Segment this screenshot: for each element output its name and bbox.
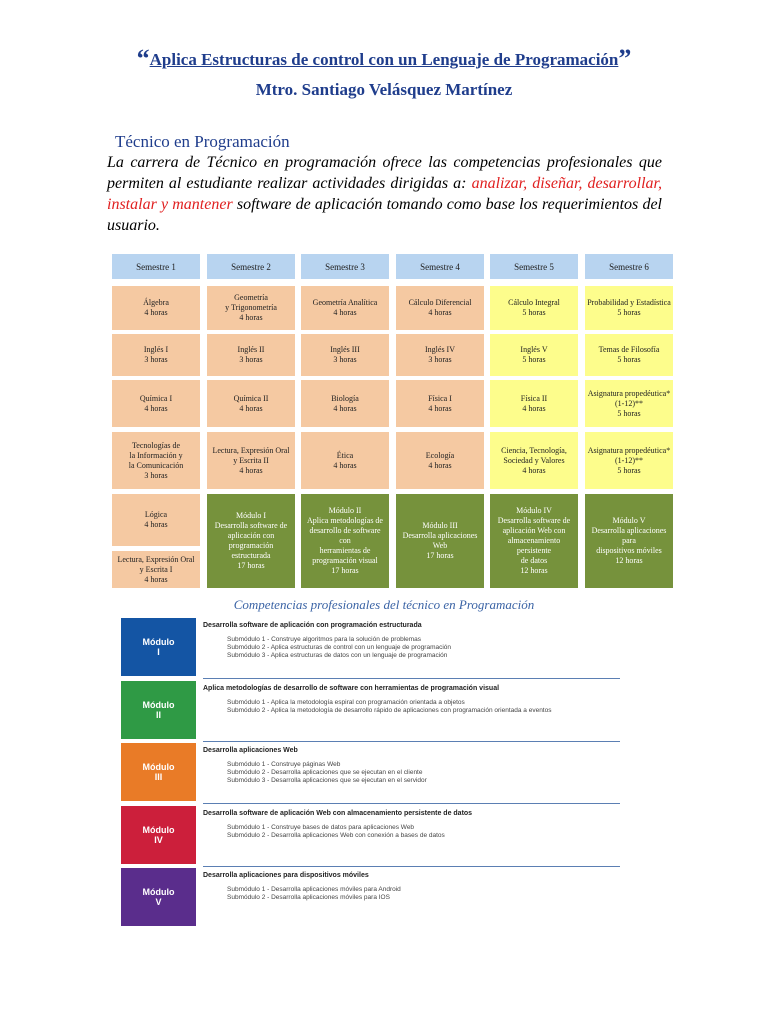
- cell-line: Inglés II: [237, 345, 265, 354]
- module-label: Módulo: [142, 825, 175, 835]
- module-number: IV: [154, 835, 163, 845]
- cell-line: 3 horas: [428, 355, 452, 364]
- module-description: [203, 618, 620, 660]
- cell-line: Desarrolla software de: [214, 521, 288, 530]
- cell-line: 4 horas: [333, 460, 357, 470]
- module-label: Módulo: [142, 700, 175, 710]
- cell-line: Aplica metodologías de: [307, 516, 383, 525]
- cell-line: 17 horas: [237, 561, 265, 570]
- cell-line: 3 horas: [239, 355, 263, 364]
- cell-line: Tecnologías de: [131, 440, 181, 450]
- cell-line: Cálculo Diferencial: [408, 298, 472, 307]
- cell-line: 5 horas: [617, 355, 641, 364]
- cell-line: Temas de Filosofía: [598, 345, 660, 354]
- course-cell: [490, 380, 578, 427]
- cell-line: 5 horas: [617, 308, 641, 317]
- course-cell: [112, 380, 200, 427]
- cell-line: Desarrolla aplicaciones para: [591, 526, 667, 545]
- cell-line: 4 horas: [333, 308, 357, 317]
- course-cell: [490, 432, 578, 489]
- course-cell: [585, 286, 673, 330]
- cell-line: Desarrolla software de: [497, 516, 571, 525]
- course-cell: [112, 334, 200, 376]
- module-heading: Desarrolla software de aplicación Web con almacenamiento persistente de datos: [203, 810, 473, 817]
- cell-line: Lectura, Expresión Oral: [117, 554, 195, 564]
- document-title: [0, 44, 768, 74]
- module-label: Módulo: [142, 887, 175, 897]
- course-cell: [207, 334, 295, 376]
- cell-line: 12 horas: [520, 566, 548, 575]
- cell-line: Ciencia, Tecnología,: [501, 445, 567, 455]
- cell-line: Ética: [336, 450, 354, 460]
- cell-line: Web: [432, 541, 448, 550]
- submodule-item: Submódulo 1 - Construye bases de datos para aplicaciones Web: [227, 824, 415, 831]
- module-description: [203, 743, 620, 785]
- cell-line: 17 horas: [331, 566, 359, 575]
- module-divider: [203, 678, 620, 679]
- para-part-2: software de aplicación tomando como base los requerimientos del usuario.: [107, 196, 662, 234]
- module-badge: [121, 743, 196, 801]
- course-cell: [207, 380, 295, 427]
- cell-line: 4 horas: [333, 403, 357, 413]
- cell-line: Inglés I: [143, 345, 169, 354]
- cell-line: de datos: [520, 556, 548, 565]
- cell-line: 4 horas: [522, 403, 546, 413]
- author: Mtro. Santiago Velásquez Martínez: [255, 80, 513, 99]
- cell-line: herramientas de: [319, 546, 371, 555]
- cell-line: 4 horas: [144, 574, 168, 584]
- cell-line: 4 horas: [522, 465, 546, 475]
- semester-header: Semestre 3: [301, 254, 389, 279]
- course-cell: [301, 432, 389, 489]
- course-cell: [490, 334, 578, 376]
- module-cell: [585, 494, 673, 588]
- cell-line: Física I: [428, 393, 452, 403]
- title-text: Aplica Estructuras de control con un Lenguaje de Programación: [149, 50, 619, 69]
- submodule-item: Submódulo 3 - Aplica estructuras de datos con un lenguaje de programación: [227, 652, 448, 659]
- cell-line: y Trigonometría: [225, 303, 277, 312]
- cell-line: 4 horas: [239, 465, 263, 475]
- course-cell: [207, 432, 295, 489]
- section-subtitle: Técnico en Programación: [115, 132, 290, 151]
- cell-line: Probabilidad y Estadística: [587, 298, 671, 307]
- module-cell: [301, 494, 389, 588]
- module-cell: [207, 494, 295, 588]
- cell-line: aplicación con: [227, 531, 275, 540]
- module-divider: [203, 866, 620, 867]
- cell-line: 17 horas: [426, 551, 454, 560]
- cell-line: Geometría: [234, 293, 268, 302]
- cell-line: Cálculo Integral: [508, 298, 560, 307]
- module-number: I: [157, 647, 160, 657]
- close-quote: ”: [618, 44, 632, 73]
- cell-line: Módulo V: [612, 516, 646, 525]
- cell-line: Módulo III: [422, 521, 458, 530]
- module-cell: [490, 494, 578, 588]
- cell-line: y Escrita I: [139, 564, 173, 574]
- cell-line: 4 horas: [144, 520, 168, 529]
- module-badge: [121, 868, 196, 926]
- course-cell: [490, 286, 578, 330]
- cell-line: Biología: [331, 393, 359, 403]
- course-cell: [207, 286, 295, 330]
- submodule-item: Submódulo 2 - Aplica estructuras de control con un lenguaje de programación: [227, 644, 452, 651]
- cell-line: almacenamiento persistente: [507, 536, 561, 555]
- semester-header: Semestre 2: [207, 254, 295, 279]
- course-cell: [112, 494, 200, 546]
- course-cell: [112, 551, 200, 588]
- course-cell: [301, 380, 389, 427]
- module-description: [203, 681, 620, 715]
- cell-line: Geometría Analítica: [312, 298, 378, 307]
- cell-line: 3 horas: [144, 470, 168, 480]
- cell-line: Física II: [520, 393, 548, 403]
- module-heading: Aplica metodologías de desarrollo de software con herramientas de programación visual: [203, 685, 500, 692]
- cell-line: Química II: [233, 393, 269, 403]
- cell-line: la Comunicación: [128, 460, 184, 470]
- semester-header: Semestre 1: [112, 254, 200, 279]
- cell-line: y Escrita II: [233, 455, 269, 465]
- semester-header: Semestre 5: [490, 254, 578, 279]
- cell-line: la Información y: [129, 450, 183, 460]
- module-badge: [121, 681, 196, 739]
- cell-line: 5 horas: [522, 355, 546, 364]
- cell-line: Lógica: [144, 510, 168, 519]
- cell-line: programación visual: [312, 556, 378, 565]
- cell-line: 5 horas: [617, 408, 641, 418]
- course-cell: [396, 334, 484, 376]
- course-cell: [396, 286, 484, 330]
- cell-line: 4 horas: [239, 313, 263, 322]
- cell-line: 4 horas: [428, 308, 452, 317]
- cell-line: Lectura, Expresión Oral: [212, 445, 290, 455]
- module-description: [203, 806, 620, 840]
- module-divider: [203, 741, 620, 742]
- cell-line: 4 horas: [144, 403, 168, 413]
- module-description: [203, 868, 620, 902]
- submodule-item: Submódulo 1 - Construye páginas Web: [227, 761, 341, 768]
- cell-line: 4 horas: [239, 403, 263, 413]
- submodule-item: Submódulo 1 - Aplica la metodología espiral con programación orientada a objetos: [227, 699, 465, 706]
- submodule-item: Submódulo 1 - Construye algoritmos para la solución de problemas: [227, 636, 422, 643]
- submodule-item: Submódulo 3 - Desarrolla aplicaciones que se ejecutan en el servidor: [227, 777, 427, 784]
- cell-line: desarrollo de software con: [309, 526, 381, 545]
- para-highlight: analizar, diseñar, desarrollar, instalar y mantener: [107, 175, 663, 213]
- para-part-1: La carrera de Técnico en programación ofrece las competencias profesionales que permiten al estudiante realizar actividades dirigidas a:: [107, 154, 662, 192]
- cell-line: 4 horas: [428, 403, 452, 413]
- submodule-item: Submódulo 2 - Desarrolla aplicaciones móviles para IOS: [227, 894, 390, 901]
- cell-line: Módulo II: [328, 506, 362, 515]
- cell-line: Ecología: [425, 450, 455, 460]
- cell-line: 3 horas: [144, 355, 168, 364]
- module-badge: [121, 806, 196, 864]
- cell-line: Asignatura propedéutica*: [587, 388, 671, 398]
- submodule-item: Submódulo 1 - Desarrolla aplicaciones móviles para Android: [227, 886, 401, 893]
- cell-line: aplicación Web con: [502, 526, 566, 535]
- course-cell: [301, 286, 389, 330]
- cell-line: Inglés V: [520, 345, 548, 354]
- course-cell: [301, 334, 389, 376]
- cell-line: Sociedad y Valores: [503, 455, 565, 465]
- module-number: V: [155, 897, 162, 907]
- cell-line: programación estructurada: [228, 541, 274, 560]
- module-cell: [396, 494, 484, 588]
- submodule-item: Submódulo 2 - Desarrolla aplicaciones que se ejecutan en el cliente: [227, 769, 423, 776]
- cell-line: Álgebra: [143, 298, 169, 307]
- module-divider: [203, 803, 620, 804]
- description-paragraph: [107, 152, 662, 236]
- course-cell: [585, 432, 673, 489]
- module-number: III: [154, 772, 163, 782]
- course-cell: [112, 432, 200, 489]
- cell-line: Asignatura propedéutica*: [587, 445, 671, 455]
- cell-line: 12 horas: [615, 556, 643, 565]
- cell-line: Desarrolla aplicaciones: [402, 531, 478, 540]
- semester-header: Semestre 4: [396, 254, 484, 279]
- module-label: Módulo: [142, 637, 175, 647]
- cell-line: Módulo I: [236, 511, 266, 520]
- module-heading: Desarrolla software de aplicación con programación estructurada: [203, 622, 422, 629]
- semester-header: Semestre 6: [585, 254, 673, 279]
- course-cell: [396, 380, 484, 427]
- open-quote: “: [136, 44, 150, 73]
- submodule-item: Submódulo 2 - Desarrolla aplicaciones Web con conexión a bases de datos: [227, 832, 445, 839]
- module-heading: Desarrolla aplicaciones para dispositivos móviles: [203, 872, 369, 879]
- cell-line: (1-12)**: [615, 398, 643, 408]
- submodule-item: Submódulo 2 - Aplica la metodología de desarrollo rápido de aplicaciones con programación orientada a eventos: [227, 707, 552, 714]
- course-cell: [396, 432, 484, 489]
- course-cell: [585, 334, 673, 376]
- cell-line: Inglés III: [330, 345, 360, 354]
- module-label: Módulo: [142, 762, 175, 772]
- course-cell: [112, 286, 200, 330]
- course-cell: [585, 380, 673, 427]
- cell-line: Química I: [139, 393, 173, 403]
- cell-line: Inglés IV: [425, 345, 455, 354]
- module-heading: Desarrolla aplicaciones Web: [203, 747, 298, 754]
- cell-line: 5 horas: [522, 308, 546, 317]
- competencias-title: Competencias profesionales del técnico en Programación: [233, 597, 535, 612]
- cell-line: 3 horas: [333, 355, 357, 364]
- module-badge: [121, 618, 196, 676]
- cell-line: Módulo IV: [516, 506, 552, 515]
- cell-line: 5 horas: [617, 465, 641, 475]
- cell-line: (1-12)**: [615, 455, 643, 465]
- module-number: II: [155, 710, 161, 720]
- cell-line: 4 horas: [428, 460, 452, 470]
- cell-line: dispositivos móviles: [596, 546, 662, 555]
- cell-line: 4 horas: [144, 308, 168, 317]
